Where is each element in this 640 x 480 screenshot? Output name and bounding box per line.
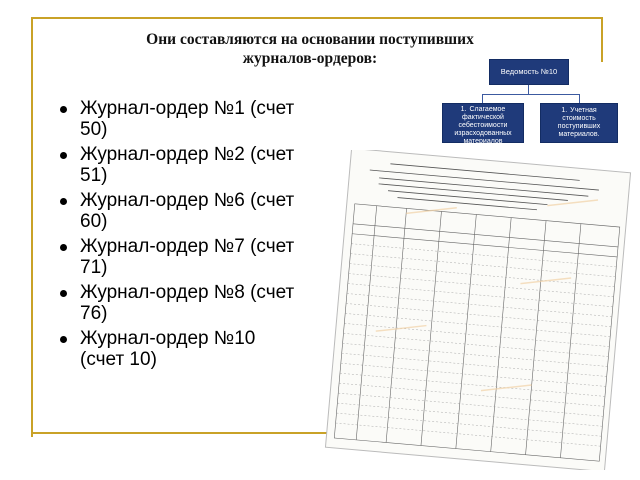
diagram-node-left xyxy=(442,103,524,143)
bullet-text: 51) xyxy=(80,165,108,186)
document-scan-graphic xyxy=(318,150,636,470)
journal-document-image xyxy=(318,150,636,470)
frame-right-line xyxy=(601,17,603,62)
node-text: Слагаемое фактической себестоимости израсходованных материалов xyxy=(454,106,512,145)
frame-left-line xyxy=(31,17,33,437)
bullet-text: (счет 10) xyxy=(80,349,157,370)
bullet-text: Журнал-ордер №7 (счет xyxy=(80,236,295,257)
bullet-item xyxy=(60,282,360,324)
diagram-connector xyxy=(528,85,529,94)
node-text: Учетная стоимость поступивших материалов. xyxy=(557,107,601,138)
diagram-connector xyxy=(482,94,580,95)
bullet-item xyxy=(60,98,360,140)
node-number: 1. xyxy=(460,106,467,113)
bullet-item xyxy=(60,144,360,186)
bullet-text: Журнал-ордер №10 xyxy=(80,328,256,349)
title-line-2: журналов-ордеров: xyxy=(242,50,378,67)
bullet-dot-icon xyxy=(60,336,67,343)
bullet-text: 71) xyxy=(80,257,108,278)
bullet-dot-icon xyxy=(60,198,67,205)
frame-top-line xyxy=(31,17,603,19)
bullet-text: 60) xyxy=(80,211,108,232)
bullet-item xyxy=(60,190,360,232)
diagram-connector xyxy=(482,94,483,103)
bullet-text: Журнал-ордер №2 (счет xyxy=(80,144,295,165)
node-number: 1. xyxy=(561,107,568,114)
diagram-root-node: Ведомость №10 xyxy=(489,59,569,85)
bullet-list xyxy=(60,98,360,374)
diagram-connector xyxy=(579,94,580,103)
bullet-item xyxy=(60,236,360,278)
bullet-item xyxy=(60,328,360,370)
title-line-1: Они составляются на основании поступивших xyxy=(146,31,474,48)
bullet-text: 50) xyxy=(80,119,108,140)
bullet-dot-icon xyxy=(60,106,67,113)
bullet-text: Журнал-ордер №6 (счет xyxy=(80,190,295,211)
diagram-node-right xyxy=(540,103,618,143)
bullet-dot-icon xyxy=(60,290,67,297)
bullet-text: Журнал-ордер №8 (счет xyxy=(80,282,295,303)
bullet-dot-icon xyxy=(60,244,67,251)
bullet-dot-icon xyxy=(60,152,67,159)
bullet-text: 76) xyxy=(80,303,108,324)
bullet-text: Журнал-ордер №1 (счет xyxy=(80,98,295,119)
